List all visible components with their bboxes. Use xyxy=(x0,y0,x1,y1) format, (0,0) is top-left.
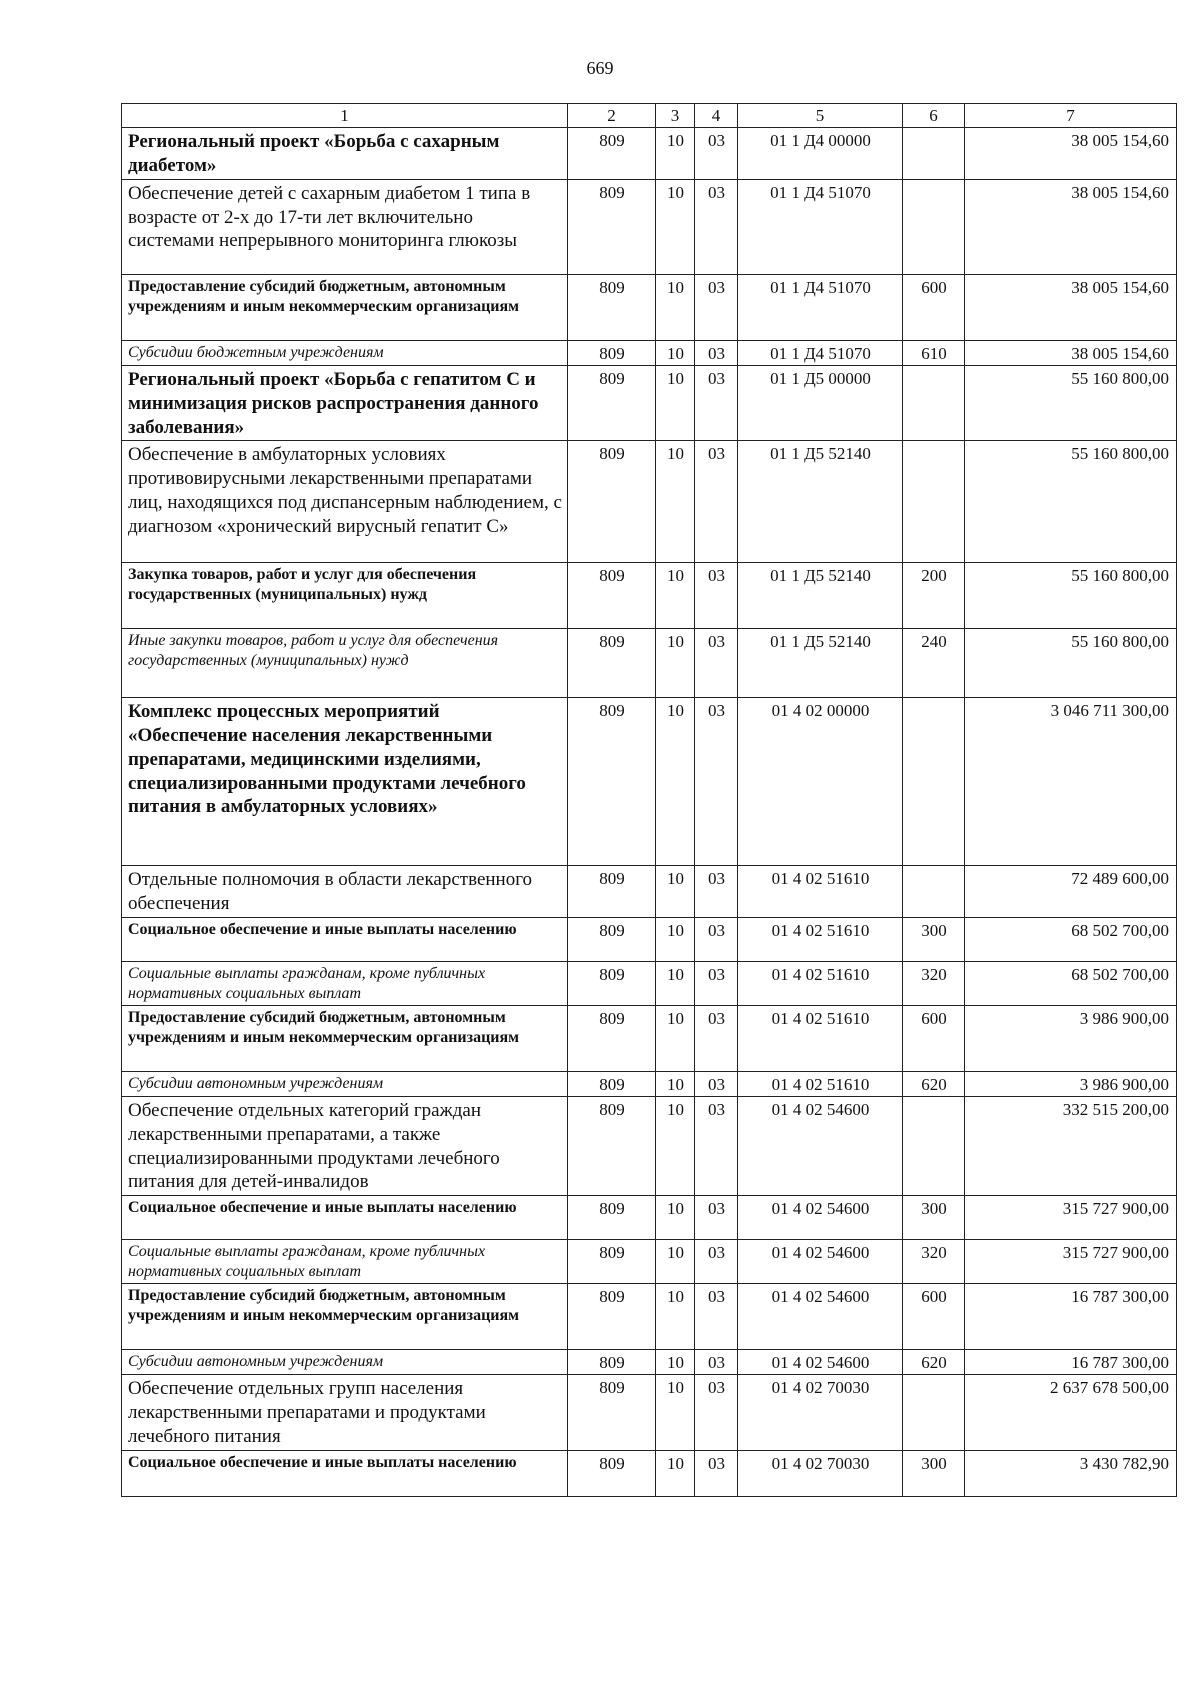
row-target-code: 01 1 Д5 52140 xyxy=(738,563,903,629)
row-subsection: 03 xyxy=(695,961,738,1005)
row-name: Социальное обеспечение и иные выплаты населению xyxy=(122,1450,568,1496)
table-body xyxy=(122,128,1177,1496)
table-row xyxy=(122,1350,1177,1375)
table-row xyxy=(122,866,1177,918)
row-name: Социальные выплаты гражданам, кроме публичных нормативных социальных выплат xyxy=(122,1240,568,1284)
row-amount: 2 637 678 500,00 xyxy=(965,1375,1177,1450)
row-section: 10 xyxy=(656,441,695,563)
row-expense-type xyxy=(903,698,965,866)
row-expense-type: 300 xyxy=(903,917,965,961)
row-section: 10 xyxy=(656,961,695,1005)
row-subsection: 03 xyxy=(695,1450,738,1496)
row-target-code: 01 1 Д4 51070 xyxy=(738,179,903,274)
row-target-code: 01 1 Д5 52140 xyxy=(738,441,903,563)
row-subsection: 03 xyxy=(695,917,738,961)
row-section: 10 xyxy=(656,698,695,866)
row-admin-code: 809 xyxy=(568,563,656,629)
row-subsection: 03 xyxy=(695,563,738,629)
row-target-code: 01 4 02 51610 xyxy=(738,961,903,1005)
table-row xyxy=(122,128,1177,180)
row-name: Субсидии автономным учреждениям xyxy=(122,1071,568,1096)
table-row xyxy=(122,441,1177,563)
row-name: Иные закупки товаров, работ и услуг для обеспечения государственных (муниципальных) нужд xyxy=(122,629,568,698)
table-row xyxy=(122,1240,1177,1284)
row-target-code: 01 4 02 51610 xyxy=(738,917,903,961)
row-section: 10 xyxy=(656,1097,695,1196)
row-name: Региональный проект «Борьба с сахарным диабетом» xyxy=(122,128,568,180)
row-subsection: 03 xyxy=(695,1284,738,1350)
row-admin-code: 809 xyxy=(568,128,656,180)
row-amount: 3 430 782,90 xyxy=(965,1450,1177,1496)
row-amount: 55 160 800,00 xyxy=(965,441,1177,563)
row-amount: 55 160 800,00 xyxy=(965,563,1177,629)
row-section: 10 xyxy=(656,866,695,918)
row-admin-code: 809 xyxy=(568,366,656,441)
row-admin-code: 809 xyxy=(568,917,656,961)
row-expense-type xyxy=(903,866,965,918)
row-section: 10 xyxy=(656,340,695,365)
header-row xyxy=(122,104,1177,128)
header-col-3: 3 xyxy=(656,104,695,128)
row-section: 10 xyxy=(656,1375,695,1450)
table-row xyxy=(122,179,1177,274)
row-subsection: 03 xyxy=(695,274,738,340)
row-name: Социальные выплаты гражданам, кроме публичных нормативных социальных выплат xyxy=(122,961,568,1005)
row-expense-type: 610 xyxy=(903,340,965,365)
header-col-4: 4 xyxy=(695,104,738,128)
row-subsection: 03 xyxy=(695,340,738,365)
row-target-code: 01 4 02 70030 xyxy=(738,1375,903,1450)
table-row xyxy=(122,1375,1177,1450)
row-expense-type: 600 xyxy=(903,274,965,340)
row-name: Отдельные полномочия в области лекарственного обеспечения xyxy=(122,866,568,918)
row-subsection: 03 xyxy=(695,1240,738,1284)
row-target-code: 01 4 02 54600 xyxy=(738,1284,903,1350)
row-amount: 3 986 900,00 xyxy=(965,1005,1177,1071)
row-expense-type xyxy=(903,441,965,563)
row-amount: 68 502 700,00 xyxy=(965,917,1177,961)
row-subsection: 03 xyxy=(695,1375,738,1450)
row-name: Субсидии автономным учреждениям xyxy=(122,1350,568,1375)
row-name: Предоставление субсидий бюджетным, автономным учреждениям и иным некоммерческим организациям xyxy=(122,1005,568,1071)
row-amount: 16 787 300,00 xyxy=(965,1350,1177,1375)
row-expense-type: 320 xyxy=(903,961,965,1005)
row-name: Предоставление субсидий бюджетным, автономным учреждениям и иным некоммерческим организациям xyxy=(122,1284,568,1350)
row-subsection: 03 xyxy=(695,1196,738,1240)
table-row xyxy=(122,1071,1177,1096)
row-admin-code: 809 xyxy=(568,961,656,1005)
row-amount: 68 502 700,00 xyxy=(965,961,1177,1005)
row-target-code: 01 4 02 54600 xyxy=(738,1350,903,1375)
row-section: 10 xyxy=(656,1284,695,1350)
row-amount: 3 046 711 300,00 xyxy=(965,698,1177,866)
row-subsection: 03 xyxy=(695,866,738,918)
row-name: Региональный проект «Борьба с гепатитом С и минимизация рисков распространения данного заболевания» xyxy=(122,366,568,441)
row-section: 10 xyxy=(656,917,695,961)
row-section: 10 xyxy=(656,629,695,698)
row-admin-code: 809 xyxy=(568,698,656,866)
row-expense-type xyxy=(903,366,965,441)
row-section: 10 xyxy=(656,1005,695,1071)
row-amount: 38 005 154,60 xyxy=(965,340,1177,365)
budget-table xyxy=(121,103,1177,1497)
row-target-code: 01 4 02 51610 xyxy=(738,1071,903,1096)
row-subsection: 03 xyxy=(695,1350,738,1375)
row-name: Социальное обеспечение и иные выплаты населению xyxy=(122,917,568,961)
page-number: 669 xyxy=(586,58,614,78)
row-admin-code: 809 xyxy=(568,629,656,698)
header-col-5: 5 xyxy=(738,104,903,128)
row-amount: 38 005 154,60 xyxy=(965,128,1177,180)
row-subsection: 03 xyxy=(695,629,738,698)
row-expense-type: 620 xyxy=(903,1350,965,1375)
table-row xyxy=(122,563,1177,629)
row-expense-type: 240 xyxy=(903,629,965,698)
row-amount: 315 727 900,00 xyxy=(965,1240,1177,1284)
row-subsection: 03 xyxy=(695,179,738,274)
row-target-code: 01 4 02 54600 xyxy=(738,1240,903,1284)
row-admin-code: 809 xyxy=(568,1375,656,1450)
row-name: Обеспечение отдельных групп населения лекарственными препаратами и продуктами лечебного питания xyxy=(122,1375,568,1450)
row-section: 10 xyxy=(656,1071,695,1096)
row-expense-type: 600 xyxy=(903,1284,965,1350)
row-amount: 315 727 900,00 xyxy=(965,1196,1177,1240)
row-name: Комплекс процессных мероприятий «Обеспечение населения лекарственными препаратами, медицинскими изделиями, специализированными продуктами лечебного питания в амбулаторных условиях» xyxy=(122,698,568,866)
row-name: Обеспечение в амбулаторных условиях противовирусными лекарственными препаратами лиц, находящихся под диспансерным наблюдением, с диагнозом «хронический вирусный гепатит С» xyxy=(122,441,568,563)
row-target-code: 01 1 Д5 00000 xyxy=(738,366,903,441)
row-name: Субсидии бюджетным учреждениям xyxy=(122,340,568,365)
row-target-code: 01 4 02 51610 xyxy=(738,866,903,918)
row-expense-type: 620 xyxy=(903,1071,965,1096)
row-admin-code: 809 xyxy=(568,1450,656,1496)
row-expense-type: 600 xyxy=(903,1005,965,1071)
row-admin-code: 809 xyxy=(568,441,656,563)
row-amount: 55 160 800,00 xyxy=(965,629,1177,698)
row-admin-code: 809 xyxy=(568,1240,656,1284)
row-expense-type: 200 xyxy=(903,563,965,629)
row-section: 10 xyxy=(656,366,695,441)
table-row xyxy=(122,366,1177,441)
row-target-code: 01 1 Д4 51070 xyxy=(738,274,903,340)
header-col-1: 1 xyxy=(122,104,568,128)
row-section: 10 xyxy=(656,1350,695,1375)
header-col-6: 6 xyxy=(903,104,965,128)
row-admin-code: 809 xyxy=(568,1350,656,1375)
row-target-code: 01 1 Д5 52140 xyxy=(738,629,903,698)
row-amount: 332 515 200,00 xyxy=(965,1097,1177,1196)
row-section: 10 xyxy=(656,1196,695,1240)
row-subsection: 03 xyxy=(695,1071,738,1096)
table-row xyxy=(122,1097,1177,1196)
row-subsection: 03 xyxy=(695,1005,738,1071)
table-row xyxy=(122,340,1177,365)
row-expense-type: 320 xyxy=(903,1240,965,1284)
header-col-7: 7 xyxy=(965,104,1177,128)
row-expense-type: 300 xyxy=(903,1450,965,1496)
row-amount: 38 005 154,60 xyxy=(965,274,1177,340)
row-target-code: 01 1 Д4 00000 xyxy=(738,128,903,180)
row-admin-code: 809 xyxy=(568,340,656,365)
table-row xyxy=(122,1284,1177,1350)
row-admin-code: 809 xyxy=(568,1196,656,1240)
row-target-code: 01 4 02 54600 xyxy=(738,1196,903,1240)
row-subsection: 03 xyxy=(695,128,738,180)
table-row xyxy=(122,1196,1177,1240)
row-amount: 3 986 900,00 xyxy=(965,1071,1177,1096)
row-expense-type xyxy=(903,1375,965,1450)
row-section: 10 xyxy=(656,128,695,180)
table-row xyxy=(122,1450,1177,1496)
row-subsection: 03 xyxy=(695,366,738,441)
row-section: 10 xyxy=(656,563,695,629)
row-name: Обеспечение отдельных категорий граждан лекарственными препаратами, а также специализированными продуктами лечебного питания для детей-инвалидов xyxy=(122,1097,568,1196)
row-admin-code: 809 xyxy=(568,179,656,274)
table-row xyxy=(122,698,1177,866)
table-row xyxy=(122,629,1177,698)
row-target-code: 01 1 Д4 51070 xyxy=(738,340,903,365)
header-col-2: 2 xyxy=(568,104,656,128)
row-name: Социальное обеспечение и иные выплаты населению xyxy=(122,1196,568,1240)
row-amount: 16 787 300,00 xyxy=(965,1284,1177,1350)
table-row xyxy=(122,1005,1177,1071)
row-name: Обеспечение детей с сахарным диабетом 1 типа в возрасте от 2-х до 17-ти лет включительно системами непрерывного мониторинга глюкозы xyxy=(122,179,568,274)
row-subsection: 03 xyxy=(695,1097,738,1196)
row-expense-type xyxy=(903,1097,965,1196)
row-name: Предоставление субсидий бюджетным, автономным учреждениям и иным некоммерческим организациям xyxy=(122,274,568,340)
row-section: 10 xyxy=(656,179,695,274)
row-admin-code: 809 xyxy=(568,1284,656,1350)
row-expense-type xyxy=(903,128,965,180)
row-target-code: 01 4 02 00000 xyxy=(738,698,903,866)
row-amount: 55 160 800,00 xyxy=(965,366,1177,441)
row-target-code: 01 4 02 70030 xyxy=(738,1450,903,1496)
row-target-code: 01 4 02 54600 xyxy=(738,1097,903,1196)
table-row xyxy=(122,274,1177,340)
row-amount: 72 489 600,00 xyxy=(965,866,1177,918)
row-subsection: 03 xyxy=(695,698,738,866)
row-target-code: 01 4 02 51610 xyxy=(738,1005,903,1071)
table-row xyxy=(122,917,1177,961)
row-admin-code: 809 xyxy=(568,1071,656,1096)
row-expense-type xyxy=(903,179,965,274)
row-admin-code: 809 xyxy=(568,1097,656,1196)
row-subsection: 03 xyxy=(695,441,738,563)
row-admin-code: 809 xyxy=(568,1005,656,1071)
row-admin-code: 809 xyxy=(568,866,656,918)
row-section: 10 xyxy=(656,1240,695,1284)
row-expense-type: 300 xyxy=(903,1196,965,1240)
row-admin-code: 809 xyxy=(568,274,656,340)
row-name: Закупка товаров, работ и услуг для обеспечения государственных (муниципальных) нужд xyxy=(122,563,568,629)
row-amount: 38 005 154,60 xyxy=(965,179,1177,274)
table-row xyxy=(122,961,1177,1005)
row-section: 10 xyxy=(656,1450,695,1496)
row-section: 10 xyxy=(656,274,695,340)
